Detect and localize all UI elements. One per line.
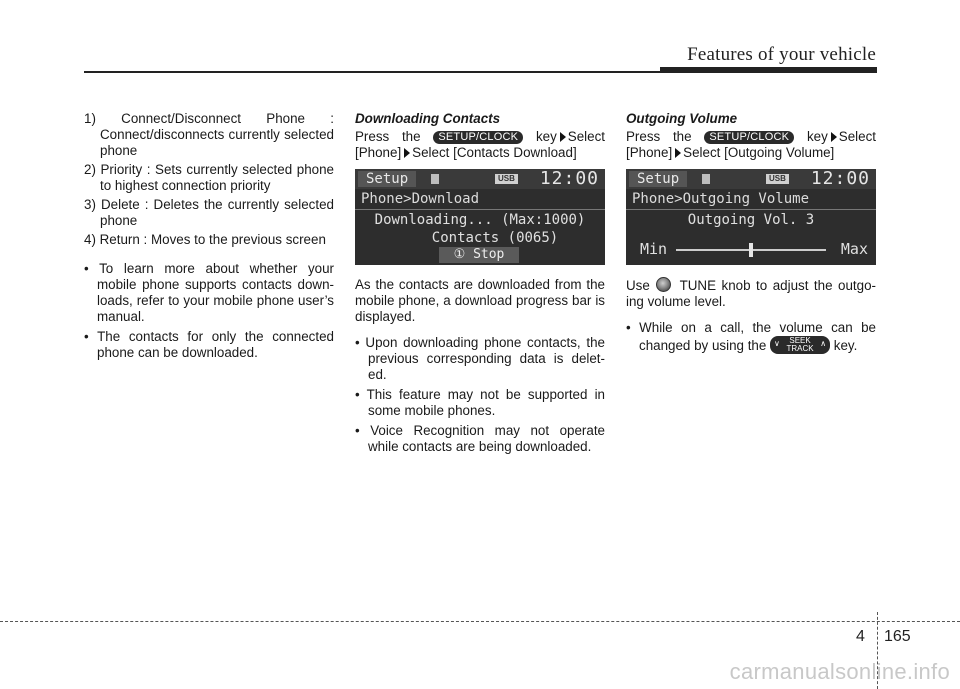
column-1 [84, 111, 334, 365]
setup-clock-key: SETUP/CLOCK [704, 131, 794, 144]
lcd-min-label: Min [640, 240, 668, 258]
lcd-tab: Setup [629, 171, 687, 187]
lcd-volume-text: Outgoing Vol. 3 [687, 212, 815, 228]
lcd-stop-button: ① Stop [439, 247, 519, 263]
watermark: carmanualsonline.info [729, 659, 950, 684]
page-number: 165 [884, 628, 911, 645]
footer-rule [0, 621, 960, 622]
tune-text: TUNE knob to adjust the outgo-ing volume level. [626, 278, 876, 309]
instruction [355, 129, 605, 161]
numbered-item: 2) Priority : Sets currently selected phone to highest connection priority [84, 162, 334, 193]
instruction-key: key [535, 129, 557, 144]
lcd-screen-download [355, 169, 605, 265]
column-2 [355, 111, 605, 459]
arrow-icon [560, 132, 566, 142]
seek-track-key [770, 336, 830, 354]
bluetooth-icon [702, 174, 710, 184]
lcd-screen-volume [626, 169, 876, 265]
arrow-icon [831, 132, 837, 142]
spacer [84, 251, 334, 261]
bullet-text: To learn more about whether your mobile phone supports contacts down-loads, refer to your mobile phone user’s manual. [97, 261, 334, 324]
volume-slider-thumb [749, 243, 753, 257]
bullet-text: While on a call, the volume can be changed by using the [639, 320, 876, 353]
instruction-select-1: Select [Phone] [626, 129, 876, 160]
lcd-path: Phone>Outgoing Volume [632, 191, 810, 207]
section-title-downloading-contacts: Downloading Contacts [355, 111, 501, 126]
lcd-clock: 12:00 [810, 169, 870, 189]
lcd-divider [626, 209, 876, 210]
numbered-item: 4) Return : Moves to the previous screen [84, 232, 326, 247]
lcd-contacts-count: Contacts (0065) [431, 230, 559, 246]
bullet-text: Upon downloading phone contacts, the previous corresponding data is delet-ed. [365, 335, 605, 382]
setup-clock-key: SETUP/CLOCK [433, 131, 523, 144]
bullet-text: This feature may not be supported in some mobile phones. [366, 387, 605, 418]
section-title-outgoing-volume: Outgoing Volume [626, 111, 738, 126]
numbered-item: 1) Connect/Disconnect Phone : Connect/disconnects currently selected phone [84, 111, 334, 158]
bullet-text: The contacts for only the connected phone can be downloaded. [97, 329, 334, 360]
bullet-item: • While on a call, the volume can be changed by using the ∨ SEEK TRACK ∧ key. [626, 320, 876, 353]
header-title: Features of your vehicle [687, 44, 876, 65]
bullet-item: • The contacts for only the connected phone can be downloaded. [84, 329, 334, 360]
header-rule-thick [660, 67, 877, 73]
seek-label: SEEK [789, 336, 811, 345]
instruction-press: Press the [626, 129, 692, 144]
description [626, 277, 876, 310]
instruction-select-1: Select [Phone] [355, 129, 605, 160]
lcd-max-label: Max [840, 240, 868, 258]
lcd-tab: Setup [358, 171, 416, 187]
header-rule-thin [84, 71, 660, 73]
bullet-item: • Upon downloading phone contacts, the previous corresponding data is delet-ed. [355, 335, 605, 382]
bullet-item: • This feature may not be supported in some mobile phones. [355, 387, 605, 418]
lcd-path: Phone>Download [361, 191, 480, 207]
lcd-downloading-text: Downloading... (Max:1000) [374, 212, 586, 228]
bullet-text: Voice Recognition may not operate while contacts are being downloaded. [368, 423, 605, 454]
instruction-select-2: Select [Outgoing Volume] [683, 145, 835, 160]
arrow-icon [675, 148, 681, 158]
arrow-icon [404, 148, 410, 158]
tune-knob-icon [656, 277, 671, 292]
instruction-select-2: Select [Contacts Download] [412, 145, 577, 160]
description: As the contacts are downloaded from the mobile phone, a download progress bar is displayed. [355, 277, 605, 324]
chapter-number: 4 [856, 628, 865, 645]
chevron-down-icon: ∨ [774, 339, 780, 348]
usb-icon: USB [766, 174, 789, 184]
chevron-up-icon: ∧ [820, 339, 827, 348]
lcd-divider [355, 209, 605, 210]
bullet-text-end: key. [833, 338, 858, 353]
bullet-item: • Voice Recognition may not operate while contacts are being downloaded. [355, 423, 605, 454]
bullet-item: • To learn more about whether your mobile phone supports contacts down-loads, refer to your mobile phone user’s manual. [84, 261, 334, 324]
lcd-clock: 12:00 [539, 169, 599, 189]
numbered-item: 3) Delete : Deletes the currently selected phone [84, 197, 334, 228]
usb-icon: USB [495, 174, 518, 184]
track-label: TRACK [786, 344, 814, 353]
download-icon [431, 174, 439, 184]
column-3 [626, 111, 876, 358]
instruction-press: Press the [355, 129, 421, 144]
instruction-key: key [806, 129, 828, 144]
use-text: Use [626, 278, 650, 293]
instruction [626, 129, 876, 161]
